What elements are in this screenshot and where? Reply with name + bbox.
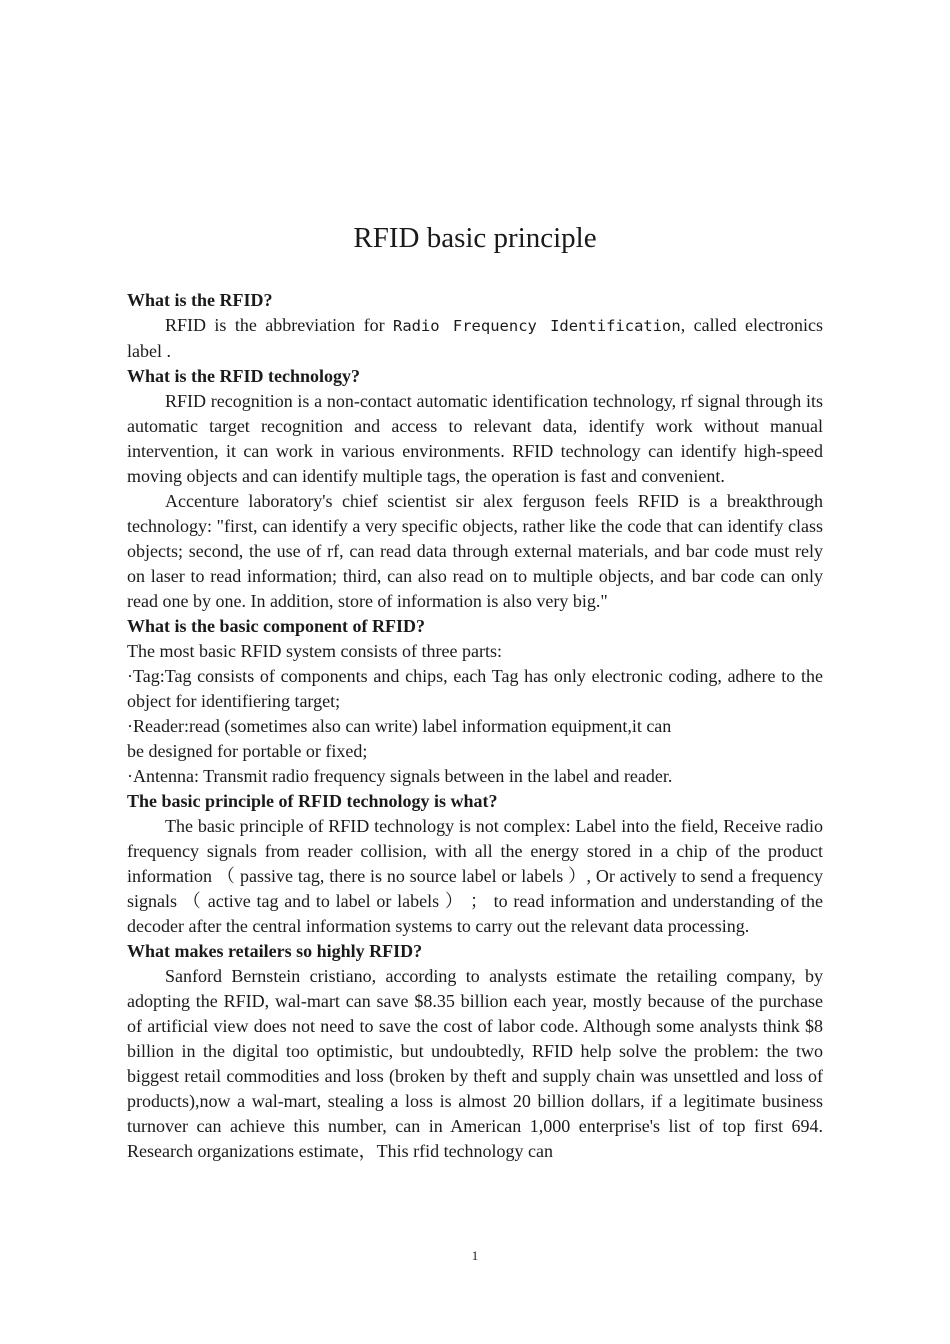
section-heading-rfid-technology: What is the RFID technology? — [127, 366, 360, 386]
definition-text-a: RFID is the abbreviation for — [165, 315, 393, 335]
definition-term: Radio Frequency Identification — [392, 317, 681, 335]
list-item-tag: ·Tag:Tag consists of components and chips, each Tag has only electronic coding, adhere to the object for identifiering target; — [127, 666, 823, 711]
paragraph-accenture-quote: Accenture laboratory's chief scientist sir alex ferguson feels RFID is a breakthrough technology: "first, can identify a very specific objects, rather like the code that can identify class objects; second, the use of rf, can read data through external materials, and bar code must rely on laser to read information; third, can also read on to multiple objects, and bar code can only read one by one. In addition, store of information is also very big." — [127, 491, 823, 611]
paragraph-basic-principle: The basic principle of RFID technology is not complex: Label into the field, Receive radio frequency signals from reader collision, with all the energy stored in a chip of the product information （ passive tag, there is no source label or labels ）, Or actively to send a frequency signals （ active tag and to label or labels ） ； to read information and understanding of the decoder after the central information systems to carry out the relevant data processing. — [127, 816, 823, 936]
paragraph-components-intro: The most basic RFID system consists of three parts: — [127, 641, 502, 661]
page-number: 1 — [471, 1248, 479, 1263]
document-body — [127, 288, 823, 1164]
definition-text-b: , called electronics label . — [127, 315, 823, 361]
list-item-reader — [127, 714, 823, 764]
reader-line-2: be designed for portable or fixed; — [127, 741, 368, 761]
paragraph-rfid-definition — [127, 313, 823, 364]
list-item-antenna: ·Antenna: Transmit radio frequency signals between in the label and reader. — [127, 766, 673, 786]
reader-line-1: ·Reader:read (sometimes also can write) label information equipment,it can — [127, 716, 672, 736]
paragraph-rfid-technology: RFID recognition is a non-contact automatic identification technology, rf signal through its automatic target recognition and access to relevant data, identify work without manual intervention, it can work in various environments. RFID technology can identify high-speed moving objects and can identify multiple tags, the operation is fast and convenient. — [127, 391, 823, 486]
section-heading-retailers: What makes retailers so highly RFID? — [127, 941, 423, 961]
document-title: RFID basic principle — [353, 222, 597, 254]
section-heading-basic-component: What is the basic component of RFID? — [127, 616, 426, 636]
paragraph-retailers: Sanford Bernstein cristiano, according to analysts estimate the retailing company, by adopting the RFID, wal-mart can save $8.35 billion each year, mostly because of the purchase of artificial view does not need to save the cost of labor code. Although some analysts think $8 billion in the digital too optimistic, but undoubtedly, RFID help solve the problem: the two biggest retail commodities and loss (broken by theft and supply chain was unsettled and loss of products),now a wal-mart, stealing a loss is almost 20 billion dollars, if a legitimate business turnover can achieve this number, can in American 1,000 enterprise's list of top first 694. Research organizations estimate，This rfid technology can — [127, 966, 823, 1161]
section-heading-basic-principle: The basic principle of RFID technology is what? — [127, 791, 498, 811]
section-heading-what-is-rfid: What is the RFID? — [127, 290, 273, 310]
